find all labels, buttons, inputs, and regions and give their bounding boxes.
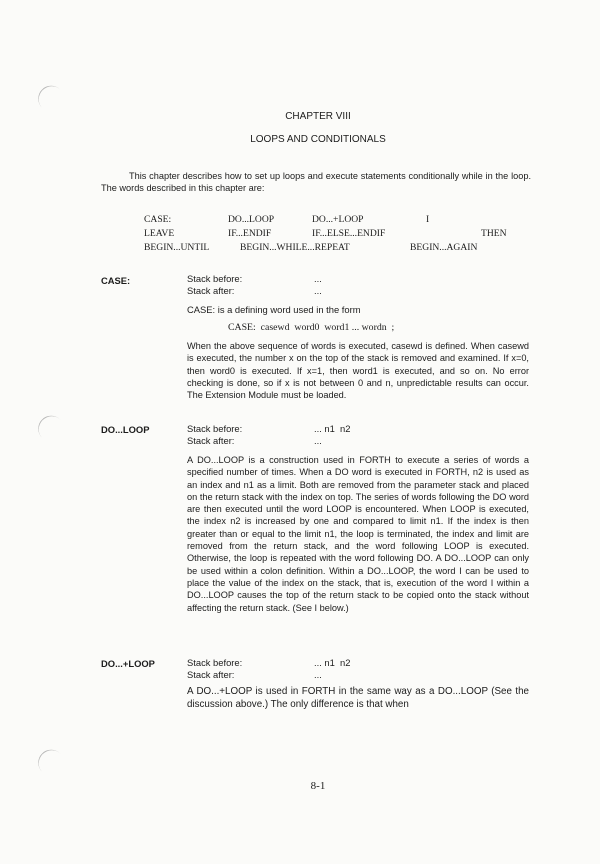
- stack-before-value: ... n1 n2: [314, 423, 351, 434]
- case-form-intro: CASE: is a defining word used in the form: [187, 304, 361, 315]
- doplusloop-description: A DO...+LOOP is used in FORTH in the same way as a DO...LOOP (See the discussion above.) The only difference is that when: [187, 686, 529, 710]
- stack-after-value: ...: [314, 285, 322, 297]
- doplusloop-entry-label: DO...+LOOP: [101, 658, 155, 669]
- word-list-item: DO...+LOOP: [312, 214, 364, 225]
- doloop-stack-effect: [187, 423, 487, 449]
- doplusloop-stack-effect: [187, 657, 487, 683]
- word-list-item: BEGIN...UNTIL: [144, 242, 210, 253]
- word-list-item: CASE:: [144, 214, 172, 225]
- stack-before-label: Stack before:: [187, 423, 243, 434]
- word-list-item: BEGIN...WHILE...REPEAT: [240, 242, 350, 253]
- stack-before-label: Stack before:: [187, 273, 243, 284]
- word-list-item: BEGIN...AGAIN: [410, 242, 478, 253]
- stack-before-label: Stack before:: [187, 657, 243, 668]
- stack-after-label: Stack after:: [187, 285, 235, 297]
- doloop-entry-label: DO...LOOP: [101, 424, 150, 435]
- chapter-title: LOOPS AND CONDITIONALS: [250, 134, 386, 145]
- stack-before-value: ... n1 n2: [314, 657, 351, 668]
- word-list-item: IF...ENDIF: [228, 228, 272, 239]
- doloop-description: A DO...LOOP is a construction used in FORTH to execute a series of words a specified number of times. When a DO word is executed in FORTH, n2 is used as an index and n1 as a limit. Both are removed from the parameter stack and placed on the return stack with the index on top. The series of words following the DO word are then executed until the word LOOP is encountered. When LOOP is executed, the index n2 is increased by one and compared to limit n1. If the index is then greater than or equal to the limit n1, the loop is terminated, the index and limit are removed from the return stack, and the word following LOOP is executed. Otherwise, the loop is repeated with the word following DO. A DO...LOOP can only be used within a colon definition. Within a DO...LOOP, the word I can be used to place the value of the index on the stack, that is, execution of the word I within a DO...LOOP causes the top of the return stack to be copied onto the stack without affecting the return stack. (See I below.): [187, 455, 529, 613]
- page-number: 8-1: [310, 780, 326, 792]
- stack-after-label: Stack after:: [187, 435, 235, 447]
- punch-hole-mark: [33, 744, 70, 781]
- case-stack-effect: [187, 273, 487, 299]
- word-list-item: LEAVE: [144, 228, 175, 239]
- stack-after-label: Stack after:: [187, 669, 235, 681]
- punch-hole-mark: [33, 410, 70, 447]
- case-entry-label: CASE:: [101, 275, 131, 286]
- word-list-item: THEN: [481, 228, 507, 239]
- stack-after-value: ...: [314, 669, 322, 681]
- stack-before-value: ...: [314, 273, 322, 284]
- intro-paragraph: This chapter describes how to set up loops and execute statements conditionally while in the loop. The words described in this chapter are:: [101, 171, 531, 194]
- word-list-item: DO...LOOP: [228, 214, 275, 225]
- case-description: When the above sequence of words is executed, casewd is defined. When casewd is executed, the number x on the top of the stack is removed and examined. If x=0, then word0 is executed. If x=1, then word1 is executed, and so on. No error checking is done, so if x is not between 0 and n, unpredictable results can occur. The Extension Module must be loaded.: [187, 341, 529, 401]
- word-list-item: IF...ELSE...ENDIF: [312, 228, 386, 239]
- stack-after-value: ...: [314, 435, 322, 447]
- word-list-item: I: [426, 214, 430, 225]
- case-form-syntax: CASE: casewd word0 word1 ... wordn ;: [228, 322, 395, 333]
- chapter-number: CHAPTER VIII: [285, 111, 351, 122]
